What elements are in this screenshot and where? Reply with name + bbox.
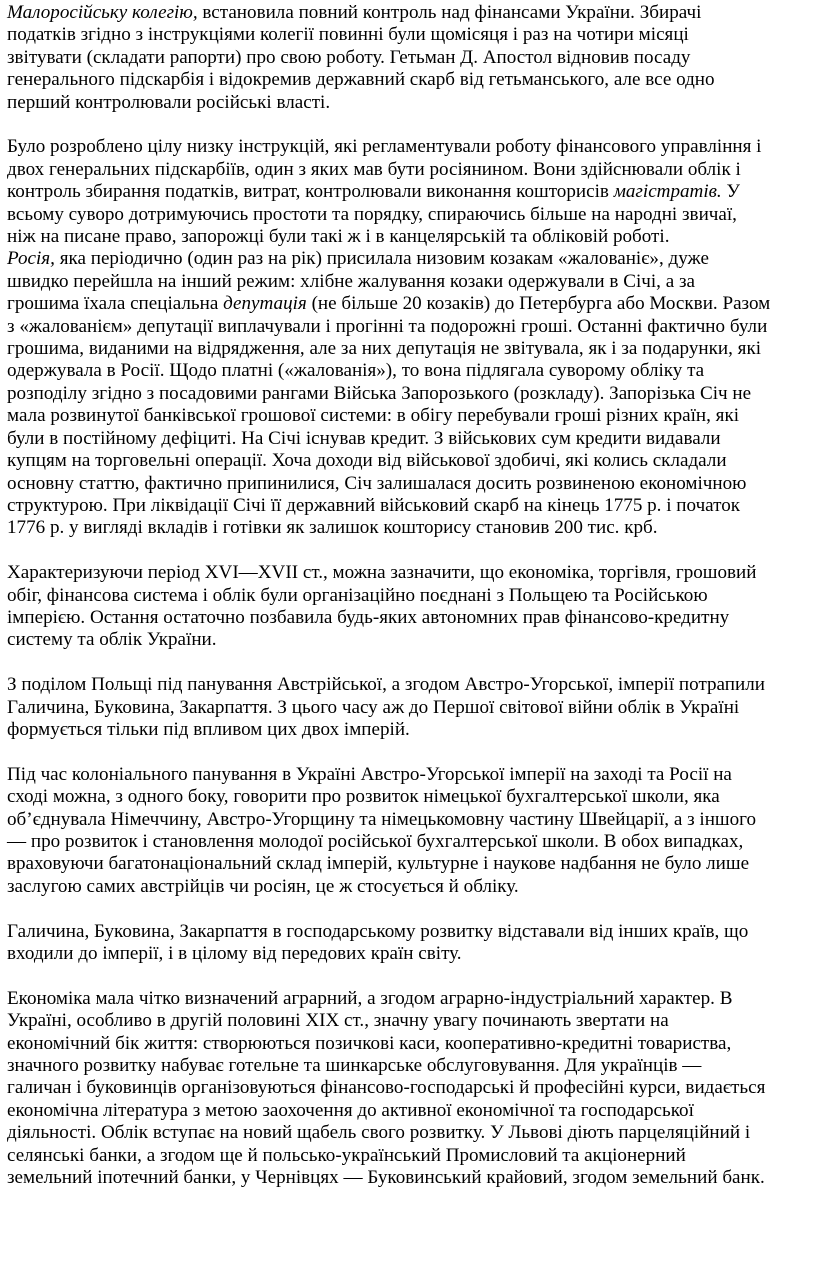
text-line: Україні, особливо в другій половині XIX ст., значну увагу починають звертати на (7, 1010, 669, 1032)
paragraph-2 (7, 136, 810, 248)
text-line: Росія, яка періодично (один раз на рік) присилала низовим козакам «жалованіє», дуже (7, 248, 709, 270)
text-line: об’єднувала Німеччину, Австро-Угорщину та німецькомовну частину Швейцарії, а з іншого (7, 808, 757, 830)
text-line: контроль збирання податків, витрат, контролювали виконання кошторисів магістратів. У (7, 181, 740, 203)
emphasis: Росія, (7, 248, 55, 270)
text-line: земельний іпотечний банки, у Чернівцях — Буковинський крайовий, згодом земельний банк. (7, 1167, 765, 1189)
text-line: двох генеральних підскарбіїв, один з яких мав бути росіянином. Вони здійснювали облік і (7, 158, 741, 180)
paragraph-8 (7, 988, 810, 1190)
text-line: З поділом Польщі під панування Австрійської, а згодом Австро-Угорської, імперії потрапили (7, 674, 765, 696)
paragraph-7 (7, 921, 810, 966)
text-line: економічна література з метою заохочення до активної економічної та господарської (7, 1099, 694, 1121)
text-line: діяльності. Облік вступає на новий щабель свого розвитку. У Львові діють парцеляційний і (7, 1122, 751, 1144)
text-line: Характеризуючи період XVI—XVII ст., можна зазначити, що економіка, торгівля, грошовий (7, 562, 757, 584)
text-line: Галичина, Буковина, Закарпаття. З цього часу аж до Першої світової війни облік в Україні (7, 696, 740, 718)
text-line: ніж на писане право, запорожці були такі ж і в канцелярській та обліковій роботі. (7, 226, 670, 248)
text-line: перший контролювали російські власті. (7, 91, 331, 113)
text-line: з «жалованієм» депутації виплачували і прогінні та подорожні гроші. Останні фактично були (7, 315, 768, 337)
text-line: — про розвиток і становлення молодої російської бухгалтерської школи. В обох випадках, (7, 830, 744, 852)
text-line: розподілу згідно з посадовими рангами Війська Запорозького (розкладу). Запорізька Січ не (7, 382, 752, 404)
text-line: всьому суворо дотримуючись простоти та порядку, спираючись більше на народні звичаї, (7, 203, 737, 225)
paragraph-3 (7, 248, 810, 539)
text-line: галичан і буковинців організовуються фінансово-господарські й професійні курси, видається (7, 1077, 766, 1099)
emphasis: депутація (223, 293, 307, 315)
text-line: селянські банки, а згодом ще й польсько-український Промисловий та акціонерний (7, 1144, 686, 1166)
text-line: грошима їхала спеціальна депутація (не більше 20 козаків) до Петербурга або Москви. Разом (7, 293, 771, 315)
text-line: основну статтю, фактично припинилися, Січ залишалася досить розвиненою економічною (7, 472, 747, 494)
text-line: були в постійному дефіциті. На Січі існував кредит. З військових сум кредити видавали (7, 427, 721, 449)
text-line: значного розвитку набуває готельне та шинкарське обслуговування. Для українців — (7, 1055, 702, 1076)
text-line: Малоросійську колегію, встановила повний контроль над фінансами України. Збирачі (7, 2, 702, 23)
text-line: купцям на торговельні операції. Хоча доходи від військової здобичі, які колись складали (7, 450, 727, 472)
text-line: одержувала в Росії. Щодо платні («жалованія»), то вона підлягала суворому обліку та (7, 360, 705, 382)
text-line: структурою. При ліквідації Січі її державний військовий скарб на кінець 1775 р. і початок (7, 494, 741, 516)
text-line: Під час колоніального панування в Україні Австро-Угорської імперії на заході та Росії на (7, 763, 732, 785)
text-line: швидко перейшла на інший режим: хлібне жалування козаки одержували в Січі, а за (7, 270, 695, 292)
text-line: податків згідно з інструкціями колегії повинні були щомісяця і раз на чотири місяці (7, 24, 689, 46)
text-line: сході можна, з одного боку, говорити про розвиток німецької бухгалтерської школи, яка (7, 786, 720, 808)
paragraph-4 (7, 562, 810, 652)
text-line: звітувати (складати рапорти) про свою роботу. Гетьман Д. Апостол відновив посаду (7, 46, 691, 68)
text-line: мала розвинутої банківської грошової системи: в обігу перебували гроші різних країн, які (7, 405, 740, 427)
paragraph-1 (7, 2, 810, 114)
text-line: економічний бік життя: створюються позичкові каси, кооперативно-кредитні товариства, (7, 1032, 732, 1054)
text-line: 1776 р. у вигляді вкладів і готівки як залишок кошторису становив 200 тис. крб. (7, 517, 658, 539)
text-line: входили до імперії, і в цілому від передових країн світу. (7, 942, 462, 964)
emphasis: Малоросійську колегію, (7, 2, 198, 23)
text-line: заслугою самих австрійців чи росіян, це ж стосується й обліку. (7, 875, 519, 897)
text-line: Було розроблено цілу низку інструкцій, які регламентували роботу фінансового управління і (7, 136, 762, 158)
emphasis: магістратів. (613, 181, 722, 203)
text-line: імперією. Остання остаточно позбавила будь-яких автономних прав фінансово-кредитну (7, 606, 730, 628)
text-line: Галичина, Буковина, Закарпаття в господарському розвитку відставали від інших країв, що (7, 920, 749, 942)
text-line: формується тільки під впливом цих двох імперій. (7, 718, 410, 740)
text-line: грошима, виданими на відрядження, але за них депутація не звітувала, як і за подарунки, які (7, 338, 762, 360)
text-line: генерального підскарбія і відокремив державний скарб від гетьманського, але все одно (7, 69, 715, 91)
text-line: систему та облік України. (7, 629, 217, 651)
text-line: обіг, фінансова система і облік були організаційно поєднані з Польщею та Російською (7, 584, 708, 606)
paragraph-5 (7, 674, 810, 741)
text-line: враховуючи багатонаціональний склад імперій, культурне і наукове надбання не було лише (7, 853, 750, 875)
paragraph-6 (7, 764, 810, 898)
text-line: Економіка мала чітко визначений аграрний, а згодом аграрно-індустріальний характер. В (7, 987, 733, 1009)
